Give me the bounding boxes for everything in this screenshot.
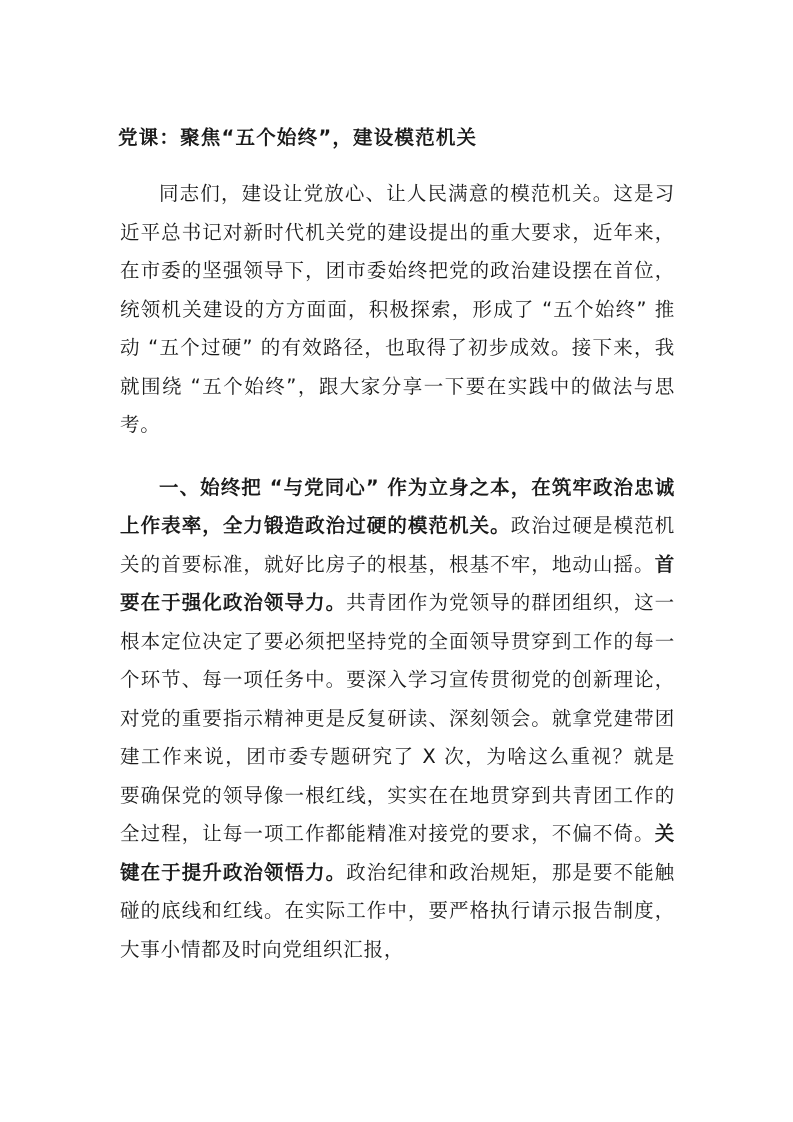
intro-paragraph: 同志们，建设让党放心、让人民满意的模范机关。这是习近平总书记对新时代机关党的建设提出的重大要求，近年来，在市委的坚强领导下，团市委始终把党的政治建设摆在首位，统领机关建设的方方面面，积极探索，形成了 “五个始终” 推动 “五个过硬” 的有效路径，也取得了初步成效。接下来，我就围绕 “五个始终”，跟大家分享一下要在实践中的做法与思考。	[120, 182, 675, 436]
document-body	[120, 175, 675, 969]
section-1-paragraph	[120, 469, 675, 970]
section-1-point-1: 首要在于强化政治领导力。	[120, 552, 675, 614]
section-1-text-c: 政治纪律和政治规矩，那是要不能触碰的底线和红线。在实际工作中，要严格执行请示报告制度，大事小情都及时向党组织汇报，	[120, 860, 675, 961]
section-1-text-a: 政治过硬是模范机关的首要标准，就好比房子的根基，根基不牢，地动山摇。	[120, 514, 676, 576]
section-1-text-b: 共青团作为党领导的群团组织，这一根本定位决定了要必须把坚持党的全面领导贯穿到工作的每一个环节、每一项任务中。要深入学习宣传贯彻党的创新理论，对党的重要指示精神更是反复研读、深刻领会。就拿党建带团建工作来说，团市委专题研究了 X 次，为啥这么重视？就是要确保党的领导像一根红线，实实在在地贯穿到共青团工作的全过程，让每一项工作都能精准对接党的要求，不偏不倚。	[120, 591, 675, 845]
document-title: 党课：聚焦“五个始终”，建设模范机关	[118, 126, 478, 149]
section-1-heading: 一、始终把 “与党同心” 作为立身之本，在筑牢政治忠诚上作表率，全力锻造政治过硬的模范机关。	[120, 475, 675, 537]
section-1-point-2: 关键在于提升政治领悟力。	[120, 822, 675, 884]
